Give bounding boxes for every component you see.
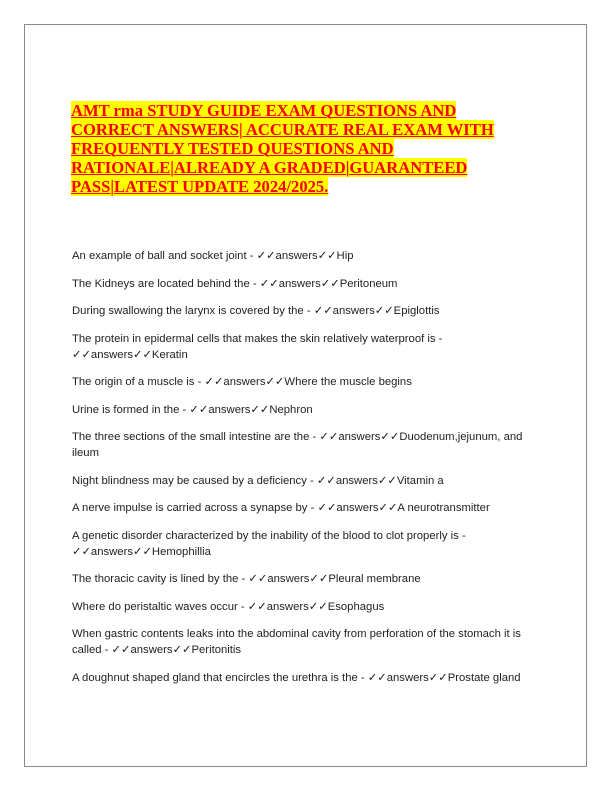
document-title-text: AMT rma STUDY GUIDE EXAM QUESTIONS AND CORRECT ANSWERS| ACCURATE REAL EXAM WITH FREQUENTLY TESTED QUESTIONS AND RATIONALE|ALREADY A GRADED|GUARANTEED PASS|LATEST UPDATE 2024/2025. — [71, 101, 494, 196]
qa-item: Night blindness may be caused by a deficiency - ✓✓answers✓✓Vitamin a — [72, 474, 444, 487]
qa-item: Urine is formed in the - ✓✓answers✓✓Nephron — [72, 403, 313, 416]
qa-item: The thoracic cavity is lined by the - ✓✓answers✓✓Pleural membrane — [72, 573, 421, 585]
qa-item: A genetic disorder characterized by the inability of the blood to clot properly is - ✓✓answers✓✓Hemophillia — [72, 529, 466, 558]
document-title — [71, 101, 541, 196]
qa-item: The origin of a muscle is - ✓✓answers✓✓Where the muscle begins — [72, 376, 412, 388]
qa-item: A doughnut shaped gland that encircles the urethra is the - ✓✓answers✓✓Prostate gland — [72, 671, 521, 684]
qa-item: A nerve impulse is carried across a synapse by - ✓✓answers✓✓A neurotransmitter — [72, 502, 490, 514]
qa-item: An example of ball and socket joint - ✓✓answers✓✓Hip — [72, 250, 354, 262]
qa-item: The three sections of the small intestine are the - ✓✓answers✓✓Duodenum,jejunum, and ileum — [72, 431, 523, 459]
qa-item: The Kidneys are located behind the - ✓✓answers✓✓Peritoneum — [72, 277, 398, 290]
qa-item: Where do peristaltic waves occur - ✓✓answers✓✓Esophagus — [72, 600, 385, 613]
qa-list — [72, 248, 552, 697]
qa-item: When gastric contents leaks into the abdominal cavity from perforation of the stomach it is called - ✓✓answers✓✓Peritonitis — [72, 628, 521, 656]
qa-item: During swallowing the larynx is covered by the - ✓✓answers✓✓Epiglottis — [72, 305, 440, 317]
qa-item: The protein in epidermal cells that makes the skin relatively waterproof is - ✓✓answers✓✓Keratin — [72, 332, 443, 361]
